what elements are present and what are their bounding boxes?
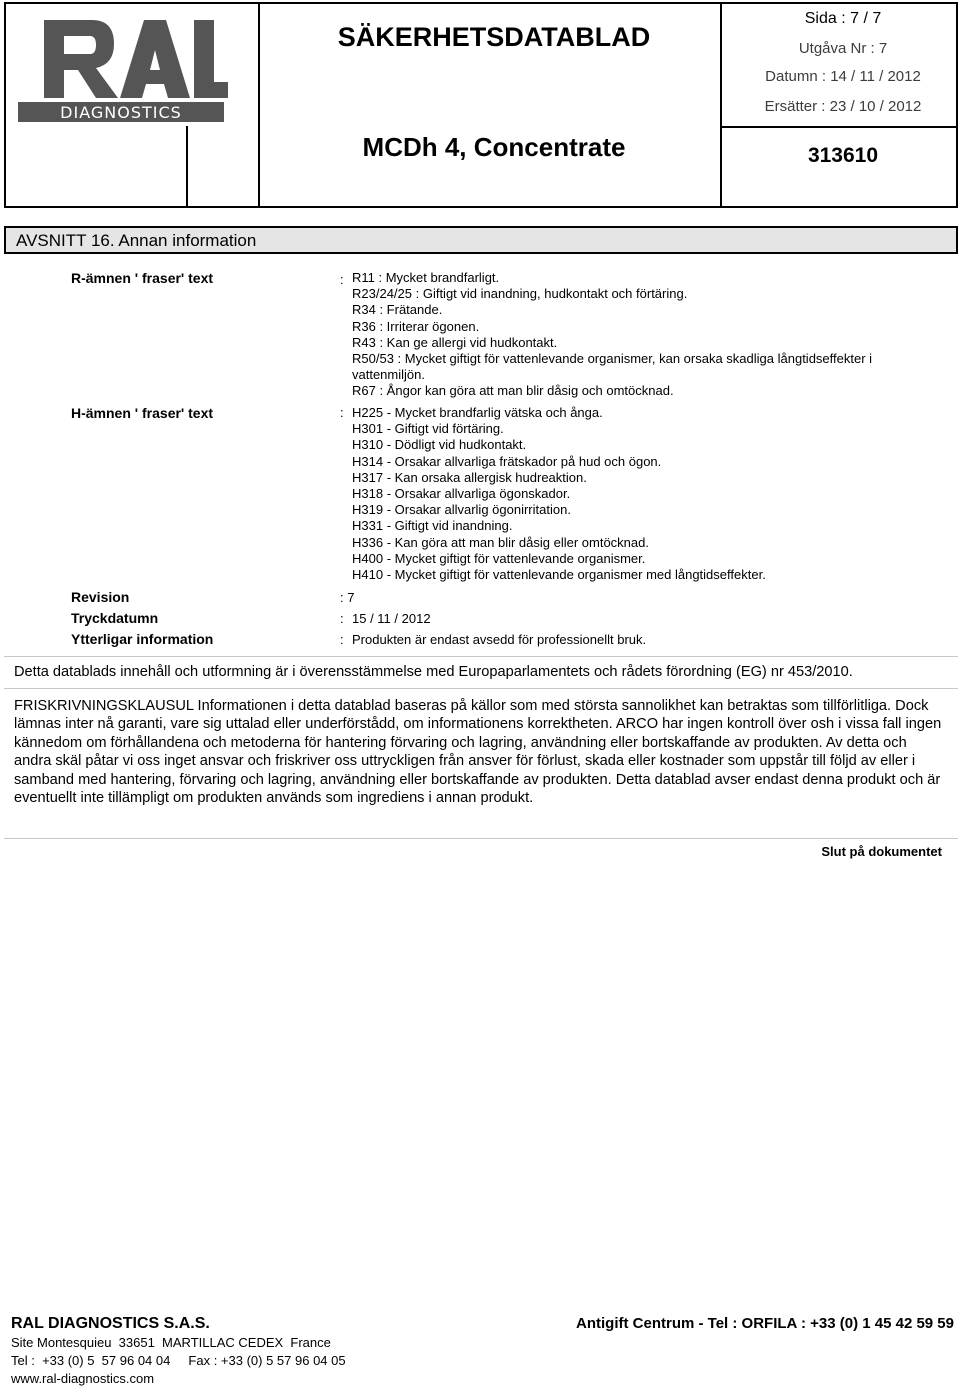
end-of-document: Slut på dokumentet bbox=[821, 844, 942, 859]
h-phrases-list bbox=[352, 405, 942, 583]
r-phrase-line: vattenmiljön. bbox=[352, 367, 425, 383]
logo-subtext: DIAGNOSTICS bbox=[60, 103, 182, 122]
print-date-colon: : bbox=[340, 611, 344, 626]
header-divider bbox=[258, 4, 260, 206]
h-phrase-line: H310 - Dödligt vid hudkontakt. bbox=[352, 437, 527, 453]
page-number: Sida : 7 / 7 bbox=[804, 10, 882, 27]
r-phrases-list bbox=[352, 270, 942, 400]
r-phrases-colon: : bbox=[340, 272, 344, 287]
r-phrases-label: R-ämnen ' fraser' text bbox=[71, 270, 214, 286]
h-phrase-line: H314 - Orsakar allvarliga frätskador på hud och ögon. bbox=[352, 453, 662, 469]
product-name: MCDh 4, Concentrate bbox=[362, 132, 626, 162]
footer-poison-center: Antigift Centrum - Tel : ORFILA : +33 (0) 1 45 42 59 59 bbox=[576, 1315, 954, 1332]
h-phrase-line: H225 - Mycket brandfarlig vätska och ånga. bbox=[352, 405, 603, 420]
header-divider bbox=[720, 126, 958, 128]
r-phrase-line: R34 : Frätande. bbox=[352, 302, 443, 318]
r-phrase-line: R23/24/25 : Giftigt vid inandning, hudkontakt och förtäring. bbox=[352, 286, 688, 302]
footer-company: RAL DIAGNOSTICS S.A.S. bbox=[11, 1315, 210, 1332]
h-phrase-line: H319 - Orsakar allvarlig ögonirritation. bbox=[352, 502, 571, 518]
footer-website-link[interactable]: www.ral-diagnostics.com bbox=[11, 1371, 155, 1386]
header-divider bbox=[186, 126, 188, 206]
h-phrase-line: H336 - Kan göra att man blir dåsig eller omtöcknad. bbox=[352, 534, 649, 550]
divider bbox=[4, 656, 958, 657]
revision-label: Revision bbox=[71, 589, 130, 605]
compliance-statement: Detta datablads innehåll och utformning är i överensstämmelse med Europaparlamentets och rådets förordning (EG) nr 453/2010. bbox=[14, 664, 853, 680]
divider bbox=[4, 838, 958, 839]
r-phrase-line: R67 : Ångor kan göra att man blir dåsig och omtöcknad. bbox=[352, 383, 674, 399]
product-code: 313610 bbox=[807, 144, 879, 167]
revision-value: : 7 bbox=[340, 590, 355, 605]
r-phrase-line: R43 : Kan ge allergi vid hudkontakt. bbox=[352, 334, 558, 350]
footer-phone-fax: Tel : +33 (0) 5 57 96 04 04 Fax : +33 (0) 5 57 96 04 05 bbox=[11, 1353, 346, 1368]
h-phrase-line: H331 - Giftigt vid inandning. bbox=[352, 518, 513, 534]
h-phrase-line: H318 - Orsakar allvarliga ögonskador. bbox=[352, 486, 571, 502]
footer-address: Site Montesquieu 33651 MARTILLAC CEDEX France bbox=[11, 1335, 331, 1350]
print-date-label: Tryckdatumn bbox=[71, 610, 159, 626]
h-phrase-line: H400 - Mycket giftigt för vattenlevande organismer. bbox=[352, 550, 646, 566]
document-title: SÄKERHETSDATABLAD bbox=[337, 22, 651, 52]
more-info-label: Ytterligar information bbox=[71, 631, 214, 647]
replaces-date: Ersätter : 23 / 10 / 2012 bbox=[764, 98, 922, 115]
h-phrase-line: H410 - Mycket giftigt för vattenlevande organismer med långtidseffekter. bbox=[352, 567, 766, 583]
h-phrases-colon: : bbox=[340, 405, 344, 420]
more-info-value: Produkten är endast avsedd för professionellt bruk. bbox=[352, 632, 647, 647]
r-phrase-line: R50/53 : Mycket giftigt för vattenlevande organismer, kan orsaka skadliga långtidseffekter i bbox=[352, 351, 873, 367]
divider bbox=[4, 688, 958, 689]
h-phrases-label: H-ämnen ' fraser' text bbox=[71, 405, 214, 421]
h-phrase-line: H317 - Kan orsaka allergisk hudreaktion. bbox=[352, 469, 587, 485]
r-phrase-line: R11 : Mycket brandfarligt. bbox=[352, 270, 500, 285]
disclaimer-paragraph: FRISKRIVNINGSKLAUSUL Informationen i detta datablad baseras på källor som med största sannolikhet kan betraktas som tillförlitliga. Dock lämnas inter nå garanti, vare sig uttalad eller underförstådd, om informationens korrektheten. ARCO har ingen kontroll över osh i vissa fall ingen kännedom om förhållandena och metoderna för hantering förvaring och lagring, användning eller bortskaffande av produkten. Av detta och andra skäl påtar vi oss inget ansvar och friskriver oss uttryckligen från ansver för förlust, skada eller kostnader som uppstår till följd av eller i samband med hantering, förvaring och lagring, användning eller bortskaffande av produkten. Detta datablad avser endast denna produkt och är eventuellt inte tillämpligt om produkten används som ingrediens i annan produkt. bbox=[14, 698, 942, 807]
issue-date: Datumn : 14 / 11 / 2012 bbox=[765, 68, 921, 85]
section-title-bar: AVSNITT 16. Annan information bbox=[4, 226, 958, 254]
print-date-value: 15 / 11 / 2012 bbox=[352, 611, 431, 626]
h-phrase-line: H301 - Giftigt vid förtäring. bbox=[352, 421, 504, 437]
more-info-colon: : bbox=[340, 632, 344, 647]
ral-logo bbox=[14, 10, 228, 126]
document-header bbox=[4, 2, 958, 208]
edition-number: Utgåva Nr : 7 bbox=[798, 40, 888, 57]
r-phrase-line: R36 : Irriterar ögonen. bbox=[352, 318, 480, 334]
